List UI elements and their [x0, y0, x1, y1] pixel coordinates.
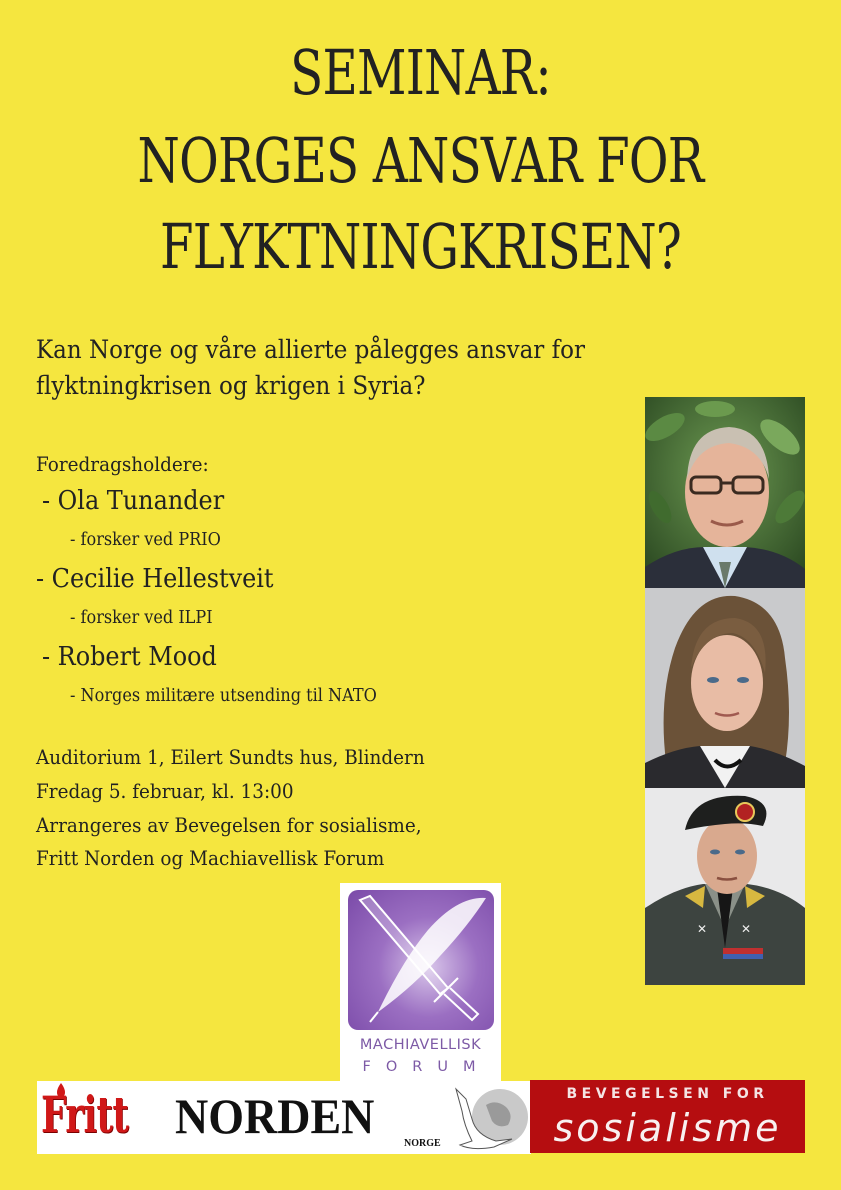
dove-globe-icon — [452, 1085, 530, 1153]
question-line-1: Kan Norge og våre allierte pålegges ansvar for — [36, 335, 585, 364]
forum-text: FORUM — [362, 1059, 491, 1075]
speaker-role-2: - forsker ved ILPI — [70, 608, 213, 628]
fritt-word: Fritt — [41, 1085, 129, 1144]
svg-text:✕: ✕ — [697, 922, 708, 936]
sosialisme-text: sosialisme — [553, 1106, 782, 1150]
organizers-line-2: Fritt Norden og Machiavellisk Forum — [36, 846, 385, 870]
speakers-label: Foredragsholdere: — [36, 452, 209, 476]
title-line-2: NORGES ANSVAR FOR — [137, 124, 704, 197]
portrait-ola-tunander — [645, 397, 805, 588]
machiavellisk-forum-logo — [340, 883, 501, 1082]
norden-word: NORDEN — [175, 1088, 375, 1144]
speaker-role-3: - Norges militære utsending til NATO — [70, 686, 377, 706]
title-line-1: SEMINAR: — [290, 36, 551, 109]
title-line-3: FLYKTNINGKRISEN? — [159, 210, 682, 283]
portrait-robert-mood — [645, 788, 805, 985]
machiavellisk-text: MACHIAVELLISK — [359, 1037, 482, 1053]
speaker-name-1: - Ola Tunander — [42, 486, 225, 516]
fritt-norden-logo — [37, 1081, 531, 1154]
organizers-line-1: Arrangeres av Bevegelsen for sosialisme, — [36, 813, 422, 837]
bevegelsen-for-sosialisme-logo — [530, 1080, 805, 1153]
speaker-role-1: - forsker ved PRIO — [70, 530, 221, 550]
question-line-2: flyktningkrisen og krigen i Syria? — [36, 371, 426, 400]
svg-text:✕: ✕ — [741, 922, 752, 936]
date-line: Fredag 5. februar, kl. 13:00 — [36, 779, 294, 803]
sword-quill-emblem — [348, 890, 494, 1030]
portrait-cecilie-hellestveit — [645, 588, 805, 788]
venue-line: Auditorium 1, Eilert Sundts hus, Blindern — [36, 745, 425, 769]
norge-word: NORGE — [404, 1138, 441, 1149]
speaker-name-3: - Robert Mood — [42, 642, 217, 672]
speaker-name-2: - Cecilie Hellestveit — [36, 564, 274, 594]
bevegelsen-for-text: BEVEGELSEN FOR — [566, 1086, 769, 1102]
